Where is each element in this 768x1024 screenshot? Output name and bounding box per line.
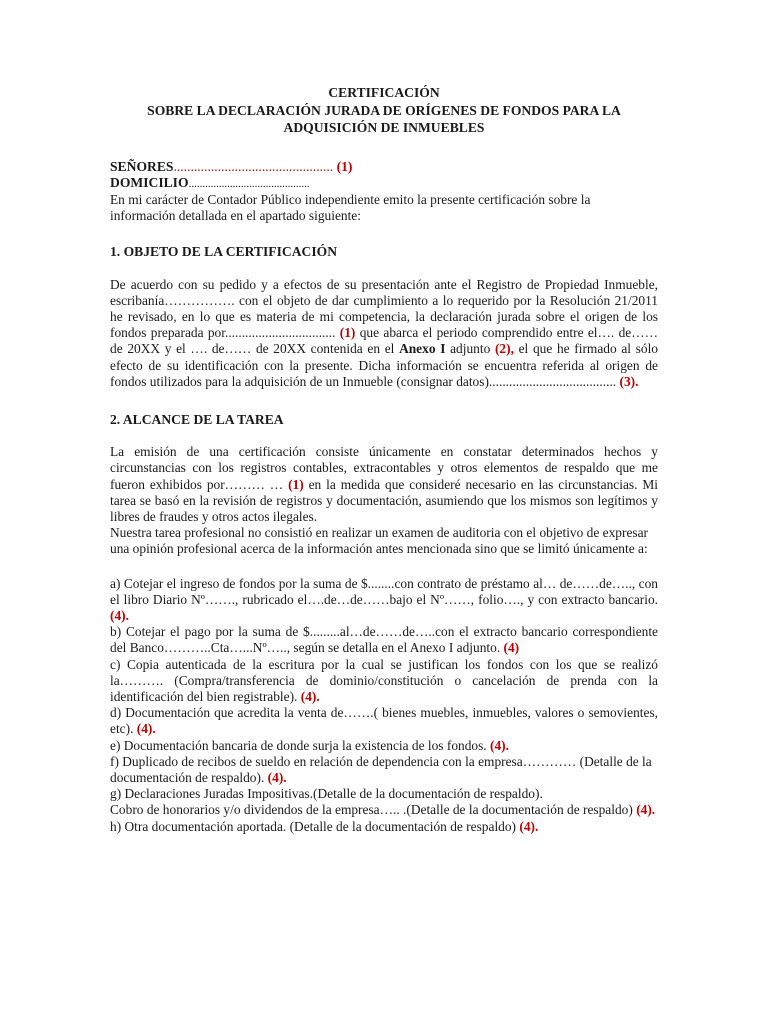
domicilio-label: DOMICILIO: [110, 174, 189, 190]
list-item-text: f) Duplicado de recibos de sueldo en relación de dependencia con la empresa………… (Detalle de la documentación de respaldo).: [110, 753, 652, 785]
section-1-text-c: adjunto: [450, 341, 491, 357]
list-item: [110, 576, 658, 625]
list-item-text: c) Copia autenticada de la escritura por la cual se justifican los fondos con los que se realizó la………. (Compra/transferencia de dominio/constitución o cancelación de prenda con la identificación del bien registrable).: [110, 656, 658, 704]
document-page: [110, 84, 658, 835]
senores-dots: ...............................................: [173, 158, 334, 174]
addressee-block: [110, 159, 658, 225]
section-1-paragraph: [110, 277, 658, 390]
list-item: [110, 705, 658, 737]
section-1-text-d: el que he firmado al sólo efecto de su identificación con la presente. Dicha información se encuentra referida al origen de fondos utilizados para la adquisición de un Inmueble (consignar datos)......................................: [110, 341, 658, 389]
section-2-heading: 2. ALCANCE DE LA TAREA: [110, 411, 284, 427]
section-1-heading: 1. OBJETO DE LA CERTIFICACIÓN: [110, 244, 338, 260]
list-item-ref: (4).: [519, 818, 539, 834]
senores-line: [110, 159, 658, 175]
list-item-text: g) Declaraciones Juradas Impositivas.(Detalle de la documentación de respaldo).: [110, 786, 543, 802]
anexo-label: Anexo I: [399, 341, 446, 357]
list-item-text: b) Cotejar el pago por la suma de $.........al…de……de…..con el extracto bancario correspondiente del Banco………..Cta…...Nº….., según se detalla en el Anexo I adjunto.: [110, 624, 658, 656]
list-item-ref: (4).: [636, 802, 656, 818]
section-1-ref-2: (2),: [494, 341, 514, 357]
list-item-ref: (4).: [110, 607, 129, 623]
title-line-3: ADQUISICIÓN DE INMUEBLES: [283, 120, 485, 135]
list-item-text: e) Documentación bancaria de donde surja la existencia de los fondos.: [110, 737, 487, 753]
list-item-text: d) Documentación que acredita la venta de…….( bienes muebles, inmuebles, valores o semovientes, etc).: [110, 705, 658, 737]
section-2-paragraph-2: Nuestra tarea profesional no consistió en realizar un examen de auditoria con el objetivo de expresar una opinión profesional acerca de la información antes mencionada sino que se limitó únicamente a:: [110, 525, 649, 557]
list-item-text: a) Cotejar el ingreso de fondos por la suma de $........con contrato de préstamo al… de……de….., con el libro Diario Nº……., rubricado el….de…de……bajo el Nº……, folio…., y con extracto bancario.: [110, 575, 658, 607]
item-list: [110, 576, 658, 835]
title-line-2: SOBRE LA DECLARACIÓN JURADA DE ORÍGENES DE FONDOS PARA LA: [147, 102, 621, 118]
senores-ref: (1): [336, 158, 353, 174]
list-item-ref: (4).: [136, 721, 156, 737]
list-item: [110, 754, 658, 786]
section-2-text-b: en la medida que consideré necesario en las circunstancias. Mi tarea se basó en la revisión de registros y documentación, asumiendo que los mismos son legítimos y libres de fraudes y otros actos ilegales.: [110, 476, 658, 524]
list-item-ref: (4).: [300, 688, 320, 704]
section-2-ref-1: (1): [288, 476, 304, 492]
section-1-ref-1: (1): [339, 325, 356, 341]
list-item: [110, 657, 658, 706]
title-line-1: CERTIFICACIÓN: [328, 85, 440, 100]
intro-paragraph: En mi carácter de Contador Público independiente emito la presente certificación sobre la información detallada en el apartado siguiente:: [110, 191, 591, 224]
list-item: [110, 819, 658, 835]
list-item-ref: (4).: [490, 737, 509, 753]
section-2-text-a: La emisión de una certificación consiste únicamente en constatar determinados hechos y circunstancias con los registros contables, extracontables y otros elementos de respaldo que me fueron exhibidos por……… …: [110, 444, 658, 492]
list-item-ref: (4): [503, 640, 520, 656]
section-2-paragraph-1: [110, 444, 658, 525]
document-title: [110, 84, 658, 137]
list-item: [110, 786, 658, 802]
section-1-text-b: que abarca el periodo comprendido entre el…. de…… de 20XX y el …. de…… de 20XX contenida en el: [110, 325, 658, 357]
section-1-ref-3: (3).: [619, 373, 639, 389]
list-item: [110, 802, 658, 818]
list-item-text: h) Otra documentación aportada. (Detalle de la documentación de respaldo): [110, 818, 517, 834]
senores-label: SEÑORES: [110, 158, 174, 174]
section-1-text-a: De acuerdo con su pedido y a efectos de su presentación ante el Registro de Propiedad Inmueble, escribanía……………. con el objeto de dar cumplimiento a lo requerido por la Resolución 21/2011 he revisado, en lo que es materia de mi competencia, la declaración jurada sobre el origen de los fondos preparada por.................................: [110, 276, 658, 341]
domicilio-dots: ............................................: [188, 177, 310, 190]
list-item-ref: (4).: [267, 770, 287, 785]
domicilio-line: [110, 175, 658, 192]
list-item: [110, 624, 658, 656]
list-item-text: Cobro de honorarios y/o dividendos de la empresa….. .(Detalle de la documentación de respaldo): [110, 802, 633, 818]
list-item: [110, 738, 658, 754]
